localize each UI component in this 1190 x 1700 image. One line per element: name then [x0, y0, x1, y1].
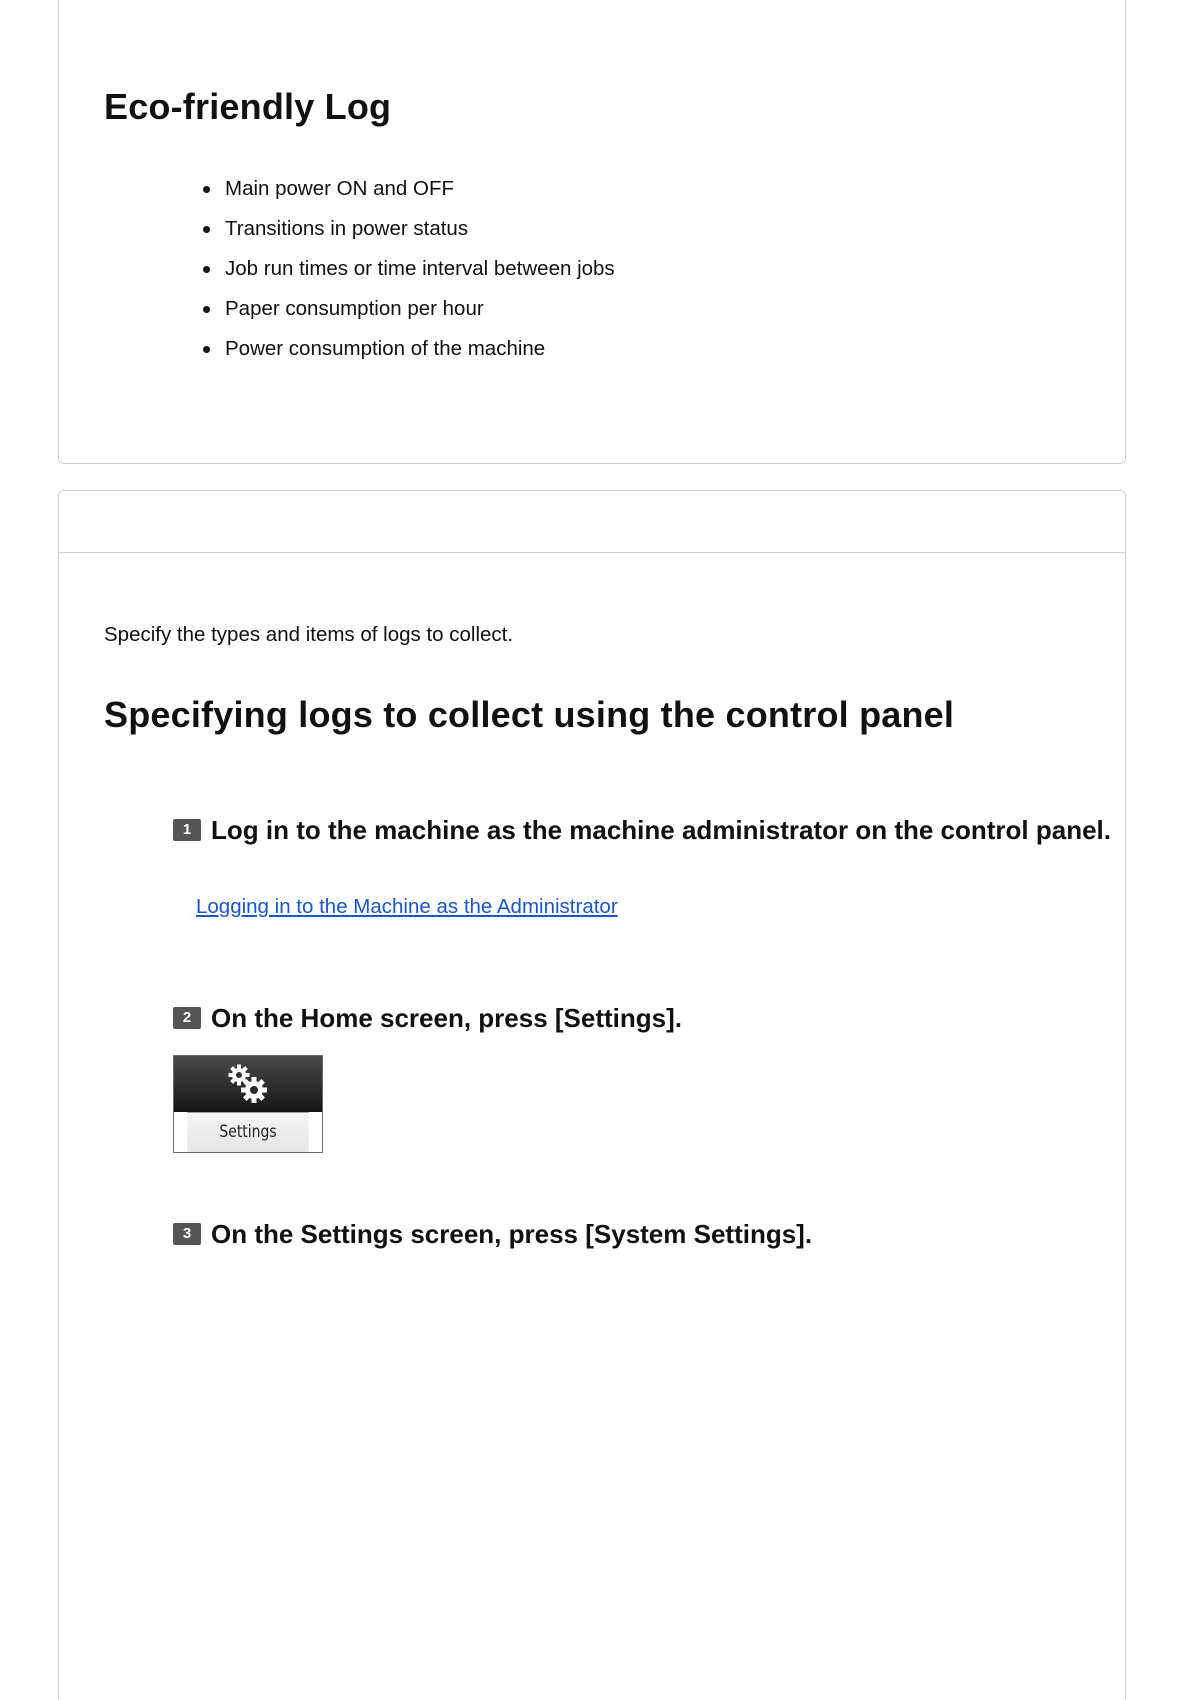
list-item: Main power ON and OFF	[225, 169, 615, 209]
list-item: Job run times or time interval between jobs	[225, 249, 615, 289]
settings-button-label: Settings	[187, 1112, 308, 1153]
bullet-icon	[203, 186, 210, 193]
eco-log-title: Eco-friendly Log	[104, 86, 392, 127]
bullet-icon	[203, 266, 210, 273]
step-number-badge: 2	[173, 1007, 201, 1029]
list-item: Power consumption of the machine	[225, 329, 615, 369]
intro-text: Specify the types and items of logs to collect.	[104, 623, 514, 646]
bullet-icon	[203, 346, 210, 353]
step-number-badge: 1	[173, 819, 201, 841]
list-item: Paper consumption per hour	[225, 289, 615, 329]
bullet-icon	[203, 306, 210, 313]
admin-login-link[interactable]: Logging in to the Machine as the Administrator	[196, 895, 618, 918]
step-2-text: On the Home screen, press [Settings].	[211, 1003, 683, 1033]
bullet-icon	[203, 226, 210, 233]
procedure-card-header	[59, 491, 1125, 553]
procedure-card	[58, 490, 1126, 1700]
gears-icon	[224, 1062, 272, 1106]
list-item: Transitions in power status	[225, 209, 615, 249]
section-title: Specifying logs to collect using the control panel	[104, 694, 955, 735]
settings-button[interactable]	[173, 1055, 323, 1153]
eco-log-items	[225, 169, 615, 369]
step-3-text: On the Settings screen, press [System Settings].	[211, 1219, 813, 1249]
step-number-badge: 3	[173, 1223, 201, 1245]
eco-log-card	[58, 0, 1126, 464]
step-1-text: Log in to the machine as the machine administrator on the control panel.	[211, 815, 1112, 845]
